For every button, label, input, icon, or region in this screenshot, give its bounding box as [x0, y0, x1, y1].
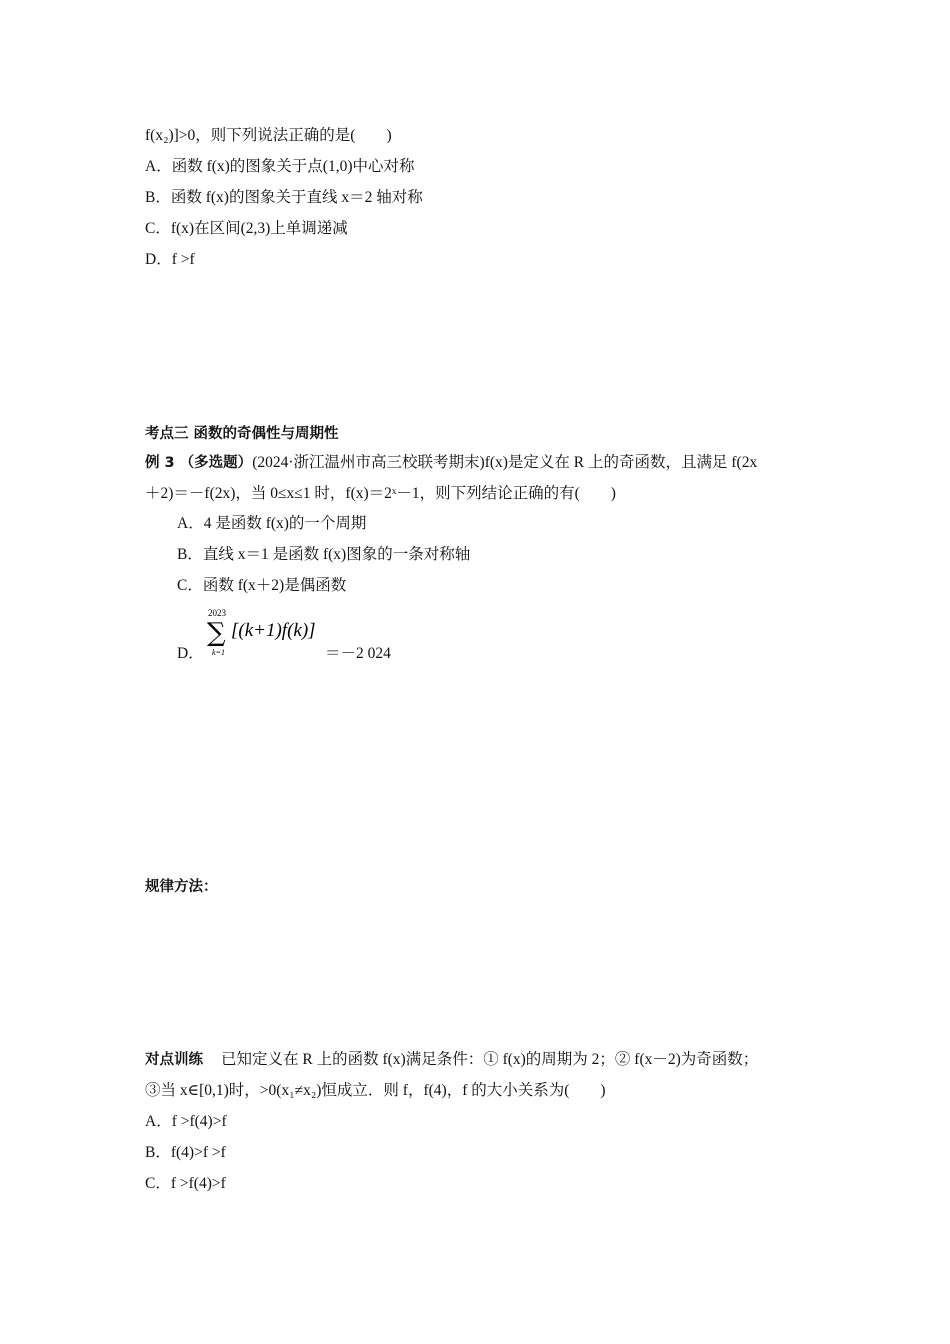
training-option-c: C．f >f(4)>f [145, 1175, 226, 1192]
training-option-a: A．f >f(4)>f [145, 1113, 227, 1130]
example3-option-d-tail: ＝－2 024 [325, 645, 391, 662]
training-label: 对点训练 [145, 1052, 203, 1068]
sum-expression: [(k+1)f(k)] [231, 620, 316, 641]
training-option-b: B．f(4)>f >f [145, 1144, 226, 1161]
sum-lower-limit: k=1 [212, 648, 225, 657]
option-d: D．f >f [145, 251, 195, 268]
option-c: C．f(x)在区间(2,3)上单调递减 [145, 220, 348, 237]
training-line2: ③当 x∈[0,1)时，>0(x₁≠x₂)恒成立．则 f，f(4)，f 的大小关系为( ) [145, 1082, 606, 1099]
example3-line2: ＋2)＝－f(2x)，当 0≤x≤1 时，f(x)＝2ˣ－1，则下列结论正确的有( ) [145, 485, 616, 502]
option-a: A．函数 f(x)的图象关于点(1,0)中心对称 [145, 158, 415, 175]
sum-upper-limit: 2023 [208, 608, 226, 618]
training-line1-rest: 已知定义在 R 上的函数 f(x)满足条件：① f(x)的周期为 2；② f(x－2)为奇函数； [221, 1051, 759, 1068]
svg-text:∑: ∑ [207, 618, 226, 648]
example3-option-c: C．函数 f(x＋2)是偶函数 [177, 577, 347, 594]
summation-formula [205, 605, 335, 657]
stem-tail: f(x₂)]>0，则下列说法正确的是( ) [145, 127, 392, 144]
example3-option-a: A．4 是函数 f(x)的一个周期 [177, 515, 367, 532]
example3-line1 [145, 453, 757, 473]
example3-line1-rest: f(x)是定义在 R 上的奇函数，且满足 f(2x [484, 454, 758, 471]
training-line1 [145, 1050, 758, 1070]
section-title: 考点三 函数的奇偶性与周期性 [145, 426, 339, 442]
example3-option-d-label: D． [177, 645, 204, 662]
option-b: B．函数 f(x)的图象关于直线 x＝2 轴对称 [145, 189, 423, 206]
example3-label: 例 3 （多选题） [145, 455, 253, 471]
method-label: 规律方法： [145, 879, 218, 895]
example3-option-b: B．直线 x＝1 是函数 f(x)图象的一条对称轴 [177, 546, 471, 563]
example3-source: (2024·浙江温州市高三校联考期末) [252, 454, 485, 471]
